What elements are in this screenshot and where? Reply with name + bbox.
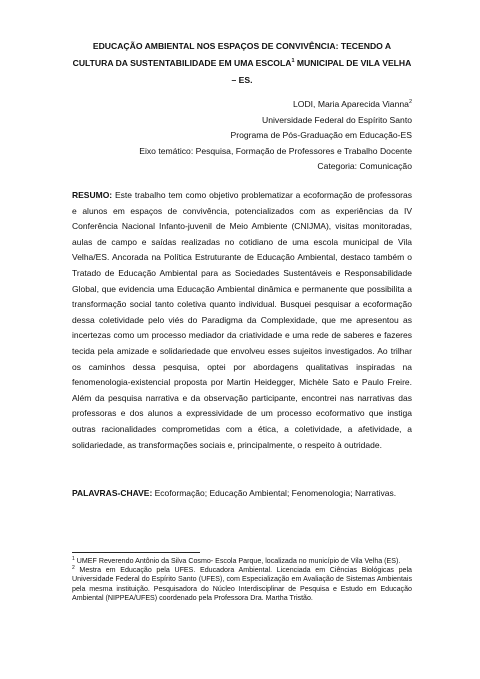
author-name: LODI, Maria Aparecida Vianna — [293, 99, 409, 109]
title-footnote-ref: 1 — [291, 58, 295, 64]
category: Categoria: Comunicação — [317, 161, 412, 171]
footnote-2-number: 2 — [72, 565, 75, 572]
abstract-paragraph — [72, 188, 412, 453]
author-program: Programa de Pós-Graduação em Educação-ES — [230, 130, 412, 140]
author-footnote-ref: 2 — [408, 99, 412, 105]
abstract-label: RESUMO: — [72, 190, 113, 200]
keywords-label: PALAVRAS-CHAVE: — [72, 488, 153, 498]
footnote-1-number: 1 — [72, 556, 75, 562]
footnote-2 — [72, 566, 412, 603]
abstract-text: Este trabalho tem como objetivo problematizar a ecoformação de professoras e alunos em espaços de convivência, potencializados com as experiências da IV Conferência Nacional Infanto-juvenil de Meio Ambiente (CNIJMA), visitas monitoradas, aulas de campo e saídas realizadas no cotidiano de uma escola municipal de Vila Velha/ES. Ancorada na Política Estruturante de Educação Ambiental, destaco também o Tratado de Educação Ambiental para as Sociedades Sustentáveis e Responsabilidade Global, que evidencia uma Educação Ambiental dinâmica e permanente que possibilita a transformação social tanto coletiva quanto individual. Busquei pesquisar a ecoformação dessa coletividade pelo viés do Paradigma da Complexidade, que me apresentou as incertezas como um processo mediador da criatividade e uma rede de saberes e fazeres tecida pela amizade e solidariedade que envolveu esses sujeitos investigados. Ao trilhar os caminhos dessa pesquisa, optei por abordagens qualitativas inspiradas na fenomenologia-existencial proposta por Martin Heidegger, Michèle Sato e Paulo Freire. Além da pesquisa narrativa e da observação participante, encontrei nas narrativas das professoras e dos alunos a expressividade de um processo ecoformativo que instiga outras racionalidades comprometidas com a ética, a coletividade, a afetividade, a solidariedade, as transformações sociais e, principalmente, o respeito à outridade. — [72, 190, 412, 450]
thematic-axis: Eixo temático: Pesquisa, Formação de Professores e Trabalho Docente — [139, 145, 412, 156]
paper-title — [72, 38, 412, 89]
footnote-separator — [72, 552, 200, 553]
author-university: Universidade Federal do Espírito Santo — [262, 114, 412, 125]
author-affiliation-block — [139, 97, 412, 175]
title-part-2: MUNICIPAL DE VILA VELHA – ES. — [231, 58, 412, 85]
title-part-1: EDUCAÇÃO AMBIENTAL NOS ESPAÇOS DE CONVIVÊNCIA: TECENDO A CULTURA DA SUSTENTABILIDADE EM UMA ESCOLA — [72, 41, 392, 68]
footnote-1 — [72, 557, 412, 566]
footnote-2-text: Mestra em Educação pela UFES. Educadora Ambiental. Licenciada em Ciências Biológicas pela Universidade Federal do Espírito Santo (UFES), com Especialização em Avaliação de Sistemas Ambientais pela mesma instituição. Pesquisadora do Núcleo Interdisciplinar de Pesquisa e Estudo em Educação Ambiental (NIPPEA/UFES) coordenado pela Professora Dra. Martha Tristão. — [72, 566, 412, 602]
footnotes — [72, 557, 412, 603]
keywords-text: Ecoformação; Educação Ambiental; Fenomenologia; Narrativas. — [152, 488, 397, 498]
footnote-1-text: UMEF Reverendo Antônio da Silva Cosmo- Escola Parque, localizada no município de Vila Velha (ES). — [74, 557, 401, 565]
author-line — [139, 97, 412, 113]
keywords-paragraph — [72, 486, 412, 502]
